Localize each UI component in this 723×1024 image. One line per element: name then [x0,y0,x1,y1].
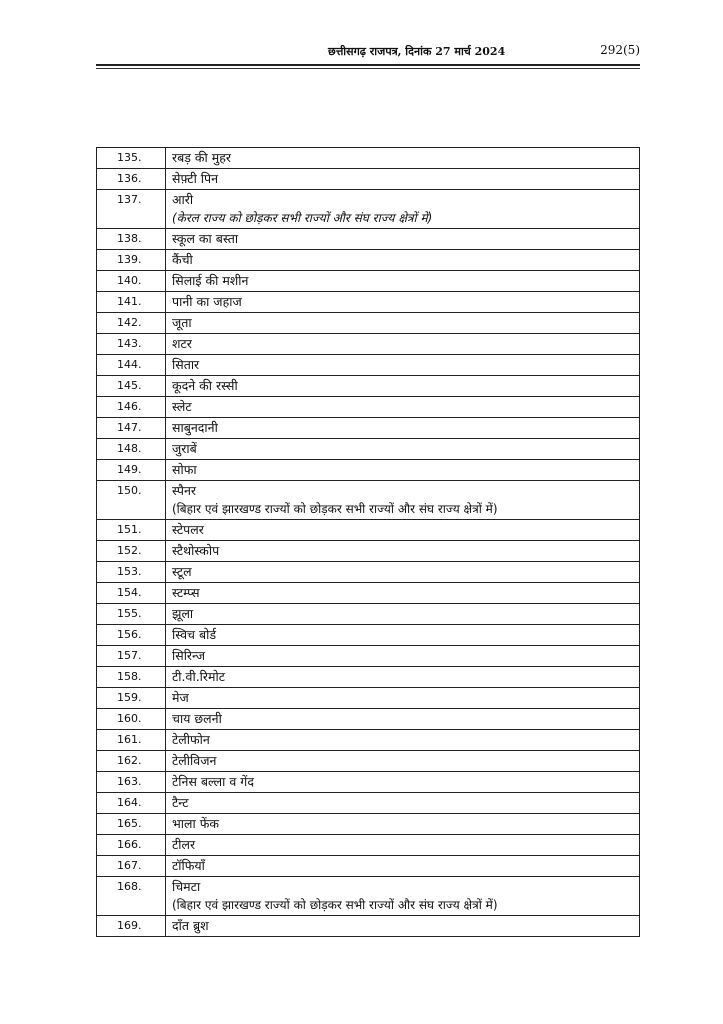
item-cell [166,271,640,292]
item-number: 149. [97,460,166,481]
item-number: 153. [97,562,166,583]
item-number: 168. [97,877,166,916]
item-cell [166,562,640,583]
item-cell [166,730,640,751]
item-number: 159. [97,688,166,709]
table-row [97,688,640,709]
item-cell [166,916,640,937]
item-number: 135. [97,148,166,169]
item-number: 143. [97,334,166,355]
item-name: स्टेपलर [172,522,204,537]
item-name: टेलीविजन [172,753,217,768]
item-number: 140. [97,271,166,292]
item-cell [166,229,640,250]
item-cell [166,397,640,418]
item-note: (बिहार एवं झारखण्ड राज्यों को छोड़कर सभी राज्यों और संघ राज्य क्षेत्रों में) [172,502,498,516]
items-table [96,147,640,937]
item-name: साबुनदानी [172,420,218,435]
item-number: 144. [97,355,166,376]
item-number: 147. [97,418,166,439]
item-name: स्टैथोस्कोप [172,543,220,558]
table-row [97,334,640,355]
item-cell [166,169,640,190]
item-cell [166,667,640,688]
item-number: 141. [97,292,166,313]
table-row [97,520,640,541]
item-number: 156. [97,625,166,646]
item-name: झूला [172,606,194,621]
item-name: स्विच बोर्ड [172,627,217,642]
item-name: स्टम्प्स [172,585,200,600]
table-row [97,772,640,793]
table-row [97,667,640,688]
item-name: शटर [172,336,192,351]
item-name: चिमटा [172,879,201,894]
item-cell [166,355,640,376]
header-rule-thin [96,68,640,69]
items-table-body [97,148,640,937]
item-cell [166,313,640,334]
table-row [97,625,640,646]
item-number: 160. [97,709,166,730]
table-row [97,646,640,667]
gazette-title: छत्तीसगढ़ राजपत्र, दिनांक 27 मार्च 2024 [328,45,506,58]
item-number: 155. [97,604,166,625]
item-name: स्लेट [172,399,192,414]
item-cell [166,148,640,169]
item-name: टेलीफोन [172,732,210,747]
table-row [97,709,640,730]
item-cell [166,418,640,439]
table-row [97,541,640,562]
item-number: 154. [97,583,166,604]
table-row [97,562,640,583]
item-name: आरी [172,192,194,207]
item-name: भाला फेंक [172,816,219,831]
item-name: स्पैनर [172,483,197,498]
item-name: सिरिन्ज [172,648,206,663]
item-name: चाय छलनी [172,711,222,726]
table-row [97,271,640,292]
table-row [97,916,640,937]
item-number: 164. [97,793,166,814]
item-number: 137. [97,190,166,229]
table-row [97,730,640,751]
item-cell [166,625,640,646]
table-row [97,877,640,916]
table-row [97,604,640,625]
table-row [97,190,640,229]
item-cell [166,751,640,772]
item-cell [166,856,640,877]
item-number: 152. [97,541,166,562]
item-name: टी.वी.रिमोट [172,669,226,684]
item-cell [166,877,640,916]
item-number: 136. [97,169,166,190]
table-row [97,460,640,481]
table-row [97,751,640,772]
table-row [97,313,640,334]
table-row [97,292,640,313]
item-number: 169. [97,916,166,937]
page-header [96,40,640,60]
table-row [97,148,640,169]
item-cell [166,292,640,313]
item-cell [166,250,640,271]
header-rule-thick [96,64,640,66]
table-row [97,250,640,271]
item-cell [166,583,640,604]
item-name: सोफा [172,462,197,477]
item-number: 150. [97,481,166,520]
item-cell [166,376,640,397]
item-name: सितार [172,357,200,372]
item-number: 145. [97,376,166,397]
item-number: 163. [97,772,166,793]
table-row [97,418,640,439]
item-cell [166,709,640,730]
table-row [97,793,640,814]
item-name: स्कूल का बस्ता [172,231,239,246]
item-name: टॉफियाँ [172,858,205,873]
item-number: 146. [97,397,166,418]
item-name: जूता [172,315,192,330]
table-row [97,835,640,856]
item-cell [166,439,640,460]
item-cell [166,772,640,793]
item-name: सेफ़्टी पिन [172,171,219,186]
item-number: 151. [97,520,166,541]
item-name: जुराबें [172,441,197,456]
item-cell [166,814,640,835]
item-note: (केरल राज्य को छोड़कर सभी राज्यों और संघ राज्य क्षेत्रों में) [172,211,433,225]
item-number: 158. [97,667,166,688]
item-name: स्टूल [172,564,192,579]
item-number: 167. [97,856,166,877]
item-number: 148. [97,439,166,460]
table-row [97,397,640,418]
item-cell [166,541,640,562]
item-number: 161. [97,730,166,751]
item-name: टेनिस बल्ला व गेंद [172,774,254,789]
table-row [97,439,640,460]
item-cell [166,520,640,541]
item-name: रबड़ की मुहर [172,150,231,165]
item-number: 139. [97,250,166,271]
item-cell [166,481,640,520]
item-cell [166,460,640,481]
table-row [97,229,640,250]
table-row [97,481,640,520]
item-name: टीलर [172,837,196,852]
item-note: (बिहार एवं झारखण्ड राज्यों को छोड़कर सभी राज्यों और संघ राज्य क्षेत्रों में) [172,898,498,912]
item-number: 138. [97,229,166,250]
item-name: मेज [172,690,189,705]
item-name: पानी का जहाज [172,294,242,309]
item-number: 166. [97,835,166,856]
item-name: कैंची [172,252,193,267]
table-row [97,856,640,877]
table-row [97,376,640,397]
item-name: दाँत ब्रुश [172,918,209,933]
table-row [97,355,640,376]
item-number: 165. [97,814,166,835]
item-number: 162. [97,751,166,772]
table-row [97,814,640,835]
item-cell [166,604,640,625]
item-cell [166,190,640,229]
item-cell [166,835,640,856]
item-cell [166,793,640,814]
table-row [97,583,640,604]
item-cell [166,334,640,355]
item-cell [166,688,640,709]
item-cell [166,646,640,667]
item-number: 157. [97,646,166,667]
item-name: सिलाई की मशीन [172,273,249,288]
item-number: 142. [97,313,166,334]
item-name: टैन्ट [172,795,189,810]
table-row [97,169,640,190]
item-name: कूदने की रस्सी [172,378,238,393]
page-number: 292(5) [600,43,640,57]
